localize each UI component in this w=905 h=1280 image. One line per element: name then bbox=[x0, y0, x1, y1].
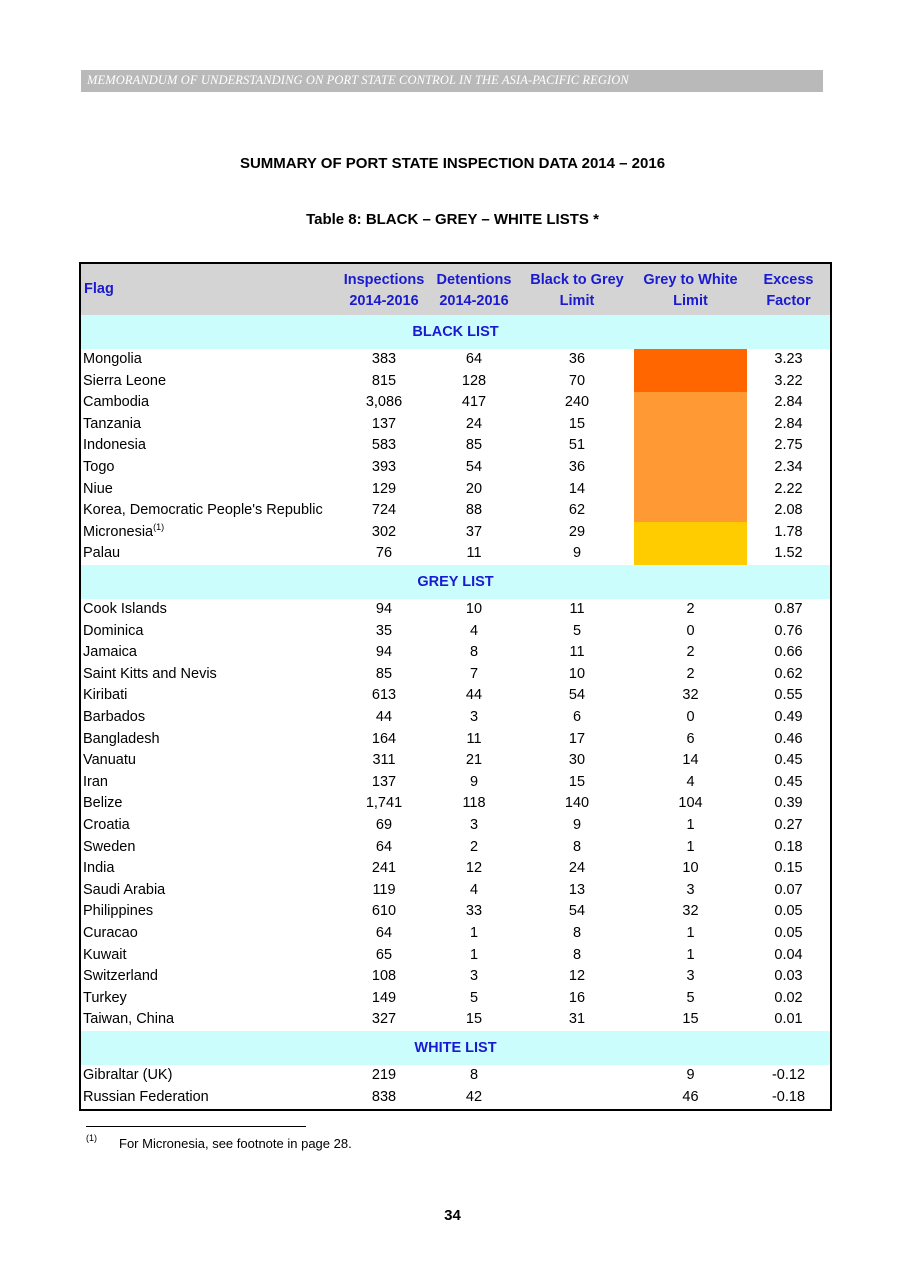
grey-to-white-cell: 6 bbox=[686, 730, 695, 747]
table-row bbox=[81, 457, 830, 479]
table-row bbox=[81, 945, 830, 967]
flag-name: Barbados bbox=[83, 709, 146, 725]
flag-name: Tanzania bbox=[83, 415, 142, 432]
inspections-cell: 119 bbox=[372, 881, 396, 898]
flag-name: Saudi Arabia bbox=[83, 881, 166, 898]
detentions-cell: 3 bbox=[469, 709, 479, 725]
column-header-black-to-grey: Black to Grey Limit bbox=[530, 272, 624, 309]
grey-to-white-cell: 2 bbox=[686, 601, 695, 617]
flag-cell bbox=[83, 988, 127, 1010]
detentions-cell: 54 bbox=[465, 459, 483, 475]
flag-cell bbox=[83, 858, 114, 880]
black-to-grey-cell: 6 bbox=[572, 709, 582, 725]
excess-factor-cell: 2.84 bbox=[774, 394, 803, 411]
table-row bbox=[81, 707, 830, 729]
lists-table bbox=[79, 262, 832, 1111]
grey-to-white-cell bbox=[634, 435, 747, 457]
black-to-grey-cell: 17 bbox=[568, 730, 586, 747]
inspections-cell: 3,086 bbox=[365, 394, 403, 411]
inspections-cell: 241 bbox=[371, 860, 397, 877]
grey-to-white-cell bbox=[634, 414, 747, 436]
black-to-grey-cell: 15 bbox=[568, 773, 586, 790]
detentions-cell: 5 bbox=[469, 989, 479, 1006]
flag-name: Kiribati bbox=[83, 687, 128, 704]
black-to-grey-cell: 12 bbox=[568, 968, 586, 985]
section-white-list: WHITE LIST bbox=[81, 1031, 830, 1065]
inspections-cell: 69 bbox=[375, 817, 393, 833]
inspections-cell: 383 bbox=[371, 351, 397, 367]
flag-name: Niue bbox=[83, 480, 113, 497]
inspections-cell: 393 bbox=[371, 459, 397, 475]
detentions-cell: 8 bbox=[469, 644, 479, 661]
grey-to-white-cell: 5 bbox=[686, 989, 695, 1006]
inspections-cell: 149 bbox=[371, 989, 397, 1006]
flag-name: Togo bbox=[83, 459, 115, 475]
inspections-cell: 311 bbox=[372, 752, 396, 769]
flag-cell bbox=[83, 392, 149, 414]
section-grey-list: GREY LIST bbox=[81, 565, 830, 599]
detentions-cell: 11 bbox=[466, 545, 482, 562]
excess-factor-cell: 0.45 bbox=[774, 752, 803, 769]
grey-to-white-cell: 9 bbox=[686, 1067, 695, 1083]
inspections-cell: 327 bbox=[371, 1011, 397, 1028]
footnote-rule bbox=[86, 1126, 306, 1127]
flag-cell bbox=[83, 685, 127, 707]
black-to-grey-cell: 24 bbox=[568, 860, 586, 877]
flag-cell bbox=[83, 371, 166, 393]
flag-cell bbox=[83, 1087, 209, 1109]
table-row bbox=[81, 435, 830, 457]
flag-cell bbox=[83, 729, 160, 751]
flag-cell bbox=[83, 945, 127, 967]
grey-to-white-cell bbox=[634, 522, 747, 544]
table-row bbox=[81, 729, 830, 751]
excess-factor-cell: 0.49 bbox=[774, 709, 803, 725]
table-row bbox=[81, 988, 830, 1010]
detentions-cell: 9 bbox=[469, 773, 479, 790]
flag-cell bbox=[83, 815, 130, 837]
flag-cell bbox=[83, 901, 153, 923]
table-row bbox=[81, 479, 830, 501]
black-to-grey-cell: 70 bbox=[568, 372, 586, 389]
flag-name: Korea, Democratic People's Republic bbox=[83, 502, 323, 519]
excess-factor-cell: -0.18 bbox=[771, 1088, 806, 1105]
grey-to-white-cell bbox=[634, 349, 747, 371]
footnote-ref: (1) bbox=[153, 521, 165, 532]
excess-factor-cell: 0.15 bbox=[774, 860, 803, 877]
black-to-grey-cell: 8 bbox=[572, 838, 582, 855]
inspections-cell: 610 bbox=[371, 903, 397, 920]
flag-cell bbox=[83, 522, 164, 544]
inspections-cell: 44 bbox=[375, 709, 393, 725]
black-to-grey-cell: 13 bbox=[568, 881, 586, 898]
flag-name: Philippines bbox=[83, 903, 154, 920]
flag-cell bbox=[83, 664, 217, 686]
black-to-grey-cell bbox=[527, 1065, 627, 1087]
inspections-cell: 613 bbox=[371, 687, 397, 704]
running-header-text: MEMORANDUM OF UNDERSTANDING ON PORT STATE CONTROL IN THE ASIA-PACIFIC REGION bbox=[87, 73, 629, 87]
flag-cell bbox=[83, 457, 114, 479]
page-number: 34 bbox=[444, 1207, 461, 1224]
black-to-grey-cell: 16 bbox=[568, 989, 586, 1006]
table-header bbox=[81, 264, 830, 315]
inspections-cell: 35 bbox=[375, 622, 393, 639]
black-to-grey-cell: 54 bbox=[568, 903, 586, 920]
flag-name: Indonesia bbox=[83, 437, 146, 454]
table-row bbox=[81, 750, 830, 772]
excess-factor-cell: 2.08 bbox=[774, 502, 803, 519]
black-to-grey-cell bbox=[527, 1087, 627, 1109]
table-row bbox=[81, 772, 830, 794]
grey-to-white-cell: 14 bbox=[682, 752, 699, 769]
table-row bbox=[81, 837, 830, 859]
excess-factor-cell: 0.87 bbox=[774, 601, 803, 617]
detentions-cell: 88 bbox=[465, 502, 483, 519]
excess-factor-cell: 0.27 bbox=[774, 817, 803, 833]
flag-cell bbox=[83, 621, 143, 643]
flag-name: Vanuatu bbox=[83, 752, 136, 769]
inspections-cell: 85 bbox=[375, 665, 393, 682]
grey-to-white-cell bbox=[634, 371, 747, 393]
flag-name: Jamaica bbox=[83, 644, 137, 661]
detentions-cell: 10 bbox=[465, 601, 483, 617]
detentions-cell: 85 bbox=[465, 437, 483, 454]
inspections-cell: 94 bbox=[375, 601, 393, 617]
grey-to-white-cell bbox=[634, 479, 747, 501]
table-row bbox=[81, 966, 830, 988]
detentions-cell: 3 bbox=[469, 817, 479, 833]
flag-cell bbox=[83, 543, 120, 565]
column-header-detentions: Detentions 2014-2016 bbox=[436, 272, 512, 309]
table-row bbox=[81, 923, 830, 945]
flag-cell bbox=[83, 923, 138, 945]
detentions-cell: 24 bbox=[465, 415, 483, 432]
black-to-grey-cell: 11 bbox=[569, 644, 585, 661]
flag-cell bbox=[83, 880, 165, 902]
inspections-cell: 583 bbox=[371, 437, 397, 454]
black-to-grey-cell: 8 bbox=[572, 946, 582, 963]
excess-factor-cell: 0.46 bbox=[774, 730, 803, 747]
detentions-cell: 8 bbox=[469, 1067, 479, 1083]
inspections-cell: 129 bbox=[371, 480, 397, 497]
black-to-grey-cell: 5 bbox=[572, 622, 582, 639]
flag-name: Curacao bbox=[83, 925, 138, 941]
grey-to-white-cell: 32 bbox=[682, 687, 699, 704]
detentions-cell: 1 bbox=[469, 925, 479, 941]
black-to-grey-cell: 9 bbox=[572, 817, 582, 833]
flag-cell bbox=[83, 642, 137, 664]
inspections-cell: 94 bbox=[375, 644, 393, 661]
table-row bbox=[81, 793, 830, 815]
flag-name: Gibraltar (UK) bbox=[83, 1067, 173, 1083]
excess-factor-cell: 0.62 bbox=[774, 665, 803, 682]
detentions-cell: 417 bbox=[461, 394, 487, 411]
grey-to-white-cell: 1 bbox=[686, 925, 695, 941]
inspections-cell: 64 bbox=[375, 838, 393, 855]
flag-name: Dominica bbox=[83, 622, 144, 639]
grey-to-white-cell: 3 bbox=[686, 881, 695, 898]
black-to-grey-cell: 9 bbox=[572, 545, 582, 562]
grey-to-white-cell: 0 bbox=[686, 709, 695, 725]
flag-cell bbox=[83, 750, 136, 772]
table-row bbox=[81, 664, 830, 686]
detentions-cell: 11 bbox=[466, 730, 482, 747]
table-row bbox=[81, 1087, 830, 1109]
flag-name: Taiwan, China bbox=[83, 1011, 175, 1028]
black-to-grey-cell: 10 bbox=[568, 665, 586, 682]
flag-name: Bangladesh bbox=[83, 730, 160, 747]
excess-factor-cell: 2.84 bbox=[774, 415, 803, 432]
excess-factor-cell: 2.22 bbox=[774, 480, 803, 497]
detentions-cell: 128 bbox=[461, 372, 487, 389]
black-to-grey-cell: 14 bbox=[568, 480, 586, 497]
flag-cell bbox=[83, 435, 146, 457]
flag-name: Sierra Leone bbox=[83, 372, 167, 389]
table-row bbox=[81, 1065, 830, 1087]
inspections-cell: 219 bbox=[371, 1067, 397, 1083]
detentions-cell: 1 bbox=[469, 946, 479, 963]
grey-to-white-cell: 32 bbox=[682, 903, 699, 920]
black-to-grey-cell: 54 bbox=[568, 687, 586, 704]
black-to-grey-cell: 15 bbox=[568, 415, 586, 432]
footnote-mark: (1) bbox=[86, 1133, 97, 1143]
grey-to-white-cell: 1 bbox=[686, 838, 695, 855]
black-to-grey-cell: 240 bbox=[564, 394, 590, 411]
excess-factor-cell: 0.66 bbox=[774, 644, 803, 661]
detentions-cell: 4 bbox=[469, 881, 479, 898]
black-to-grey-cell: 29 bbox=[568, 523, 586, 540]
flag-name: Cambodia bbox=[83, 394, 150, 411]
excess-factor-cell: 0.05 bbox=[774, 903, 803, 920]
inspections-cell: 65 bbox=[375, 946, 393, 963]
inspections-cell: 1,741 bbox=[365, 795, 403, 812]
flag-cell bbox=[83, 500, 323, 522]
inspections-cell: 302 bbox=[371, 523, 397, 540]
flag-name: Palau bbox=[83, 545, 121, 562]
grey-to-white-cell: 3 bbox=[686, 968, 695, 985]
black-to-grey-cell: 30 bbox=[568, 752, 586, 769]
detentions-cell: 21 bbox=[465, 752, 483, 769]
black-to-grey-cell: 8 bbox=[572, 925, 582, 941]
excess-factor-cell: 0.01 bbox=[774, 1011, 803, 1028]
black-to-grey-cell: 62 bbox=[568, 502, 586, 519]
grey-to-white-cell bbox=[634, 543, 747, 565]
flag-name: Croatia bbox=[83, 817, 130, 833]
black-to-grey-cell: 36 bbox=[568, 351, 586, 367]
detentions-cell: 15 bbox=[465, 1011, 483, 1028]
table-row bbox=[81, 599, 830, 621]
flag-cell bbox=[83, 707, 145, 729]
excess-factor-cell: 2.34 bbox=[774, 459, 803, 475]
excess-factor-cell: 0.76 bbox=[774, 622, 803, 639]
inspections-cell: 137 bbox=[371, 415, 397, 432]
grey-to-white-cell: 10 bbox=[682, 860, 699, 877]
table-row bbox=[81, 349, 830, 371]
grey-to-white-cell: 1 bbox=[686, 817, 695, 833]
flag-cell bbox=[83, 837, 135, 859]
black-to-grey-cell: 11 bbox=[569, 601, 585, 617]
inspections-cell: 137 bbox=[371, 773, 397, 790]
excess-factor-cell: 0.02 bbox=[774, 989, 803, 1006]
black-to-grey-cell: 36 bbox=[568, 459, 586, 475]
table-row bbox=[81, 685, 830, 707]
flag-cell bbox=[83, 772, 108, 794]
column-header-excess: Excess Factor bbox=[763, 272, 814, 309]
flag-name: Saint Kitts and Nevis bbox=[83, 665, 217, 682]
detentions-cell: 3 bbox=[469, 968, 479, 985]
detentions-cell: 64 bbox=[465, 351, 483, 367]
column-header-flag: Flag bbox=[84, 281, 114, 297]
flag-name: Sweden bbox=[83, 838, 136, 855]
grey-to-white-cell: 1 bbox=[686, 946, 695, 963]
flag-cell bbox=[83, 599, 167, 621]
detentions-cell: 7 bbox=[469, 665, 479, 682]
running-header bbox=[81, 70, 823, 92]
flag-name: Iran bbox=[83, 773, 108, 790]
detentions-cell: 42 bbox=[465, 1088, 483, 1105]
column-header-inspections: Inspections 2014-2016 bbox=[343, 272, 425, 309]
table-row bbox=[81, 392, 830, 414]
excess-factor-cell: 0.04 bbox=[774, 946, 803, 963]
table-title: Table 8: BLACK – GREY – WHITE LISTS * bbox=[306, 211, 599, 228]
grey-to-white-cell bbox=[634, 392, 747, 414]
flag-cell bbox=[83, 966, 158, 988]
excess-factor-cell: 1.78 bbox=[774, 523, 803, 540]
flag-cell bbox=[83, 414, 141, 436]
excess-factor-cell: 0.39 bbox=[774, 795, 803, 812]
detentions-cell: 2 bbox=[469, 838, 479, 855]
table-row bbox=[81, 901, 830, 923]
inspections-cell: 164 bbox=[371, 730, 397, 747]
grey-to-white-cell: 104 bbox=[678, 795, 703, 812]
detentions-cell: 20 bbox=[465, 480, 483, 497]
flag-name: Switzerland bbox=[83, 968, 158, 985]
table-row bbox=[81, 621, 830, 643]
inspections-cell: 76 bbox=[375, 545, 393, 562]
flag-cell bbox=[83, 1009, 174, 1031]
table-row bbox=[81, 414, 830, 436]
excess-factor-cell: -0.12 bbox=[771, 1067, 806, 1083]
grey-to-white-cell: 0 bbox=[686, 622, 695, 639]
excess-factor-cell: 1.52 bbox=[774, 545, 803, 562]
table-row bbox=[81, 500, 830, 522]
detentions-cell: 4 bbox=[469, 622, 479, 639]
column-header-grey-to-white: Grey to White Limit bbox=[643, 272, 738, 309]
flag-name: Belize bbox=[83, 795, 123, 812]
detentions-cell: 118 bbox=[462, 795, 486, 812]
detentions-cell: 33 bbox=[465, 903, 483, 920]
black-to-grey-cell: 51 bbox=[568, 437, 586, 454]
flag-name: Mongolia bbox=[83, 351, 142, 367]
flag-cell bbox=[83, 1065, 172, 1087]
grey-to-white-cell: 46 bbox=[682, 1088, 699, 1105]
black-to-grey-cell: 31 bbox=[568, 1011, 586, 1028]
excess-factor-cell: 0.03 bbox=[774, 968, 803, 985]
table-row bbox=[81, 858, 830, 880]
detentions-cell: 44 bbox=[465, 687, 483, 704]
table-row bbox=[81, 522, 830, 544]
excess-factor-cell: 0.07 bbox=[774, 881, 803, 898]
flag-name: Cook Islands bbox=[83, 601, 167, 617]
excess-factor-cell: 0.45 bbox=[774, 773, 803, 790]
document-title: SUMMARY OF PORT STATE INSPECTION DATA 2014 – 2016 bbox=[239, 155, 666, 172]
excess-factor-cell: 3.22 bbox=[774, 372, 803, 389]
grey-to-white-cell bbox=[634, 457, 747, 479]
table-row bbox=[81, 543, 830, 565]
excess-factor-cell: 2.75 bbox=[774, 437, 803, 454]
inspections-cell: 838 bbox=[371, 1088, 397, 1105]
grey-to-white-cell: 4 bbox=[686, 773, 695, 790]
flag-name: Turkey bbox=[83, 989, 127, 1006]
flag-name: Russian Federation bbox=[83, 1088, 209, 1105]
inspections-cell: 724 bbox=[371, 502, 397, 519]
grey-to-white-cell: 15 bbox=[682, 1011, 699, 1028]
inspections-cell: 108 bbox=[371, 968, 397, 985]
flag-cell bbox=[83, 479, 113, 501]
table-row bbox=[81, 371, 830, 393]
flag-cell bbox=[83, 793, 123, 815]
table-row bbox=[81, 815, 830, 837]
table-row bbox=[81, 1009, 830, 1031]
excess-factor-cell: 0.55 bbox=[774, 687, 803, 704]
table-row bbox=[81, 642, 830, 664]
flag-cell bbox=[83, 349, 142, 371]
footnote-text: For Micronesia, see footnote in page 28. bbox=[119, 1136, 352, 1151]
excess-factor-cell: 0.05 bbox=[774, 925, 803, 941]
flag-name: Micronesia bbox=[83, 523, 154, 540]
inspections-cell: 815 bbox=[371, 372, 397, 389]
excess-factor-cell: 3.23 bbox=[774, 351, 803, 367]
grey-to-white-cell: 2 bbox=[686, 644, 695, 661]
table-row bbox=[81, 880, 830, 902]
excess-factor-cell: 0.18 bbox=[774, 838, 803, 855]
inspections-cell: 64 bbox=[375, 925, 393, 941]
flag-name: India bbox=[83, 860, 115, 877]
flag-name: Kuwait bbox=[83, 946, 127, 963]
detentions-cell: 12 bbox=[465, 860, 483, 877]
detentions-cell: 37 bbox=[465, 523, 483, 540]
black-to-grey-cell: 140 bbox=[564, 795, 590, 812]
section-black-list: BLACK LIST bbox=[81, 315, 830, 349]
grey-to-white-cell: 2 bbox=[686, 665, 695, 682]
grey-to-white-cell bbox=[634, 500, 747, 522]
